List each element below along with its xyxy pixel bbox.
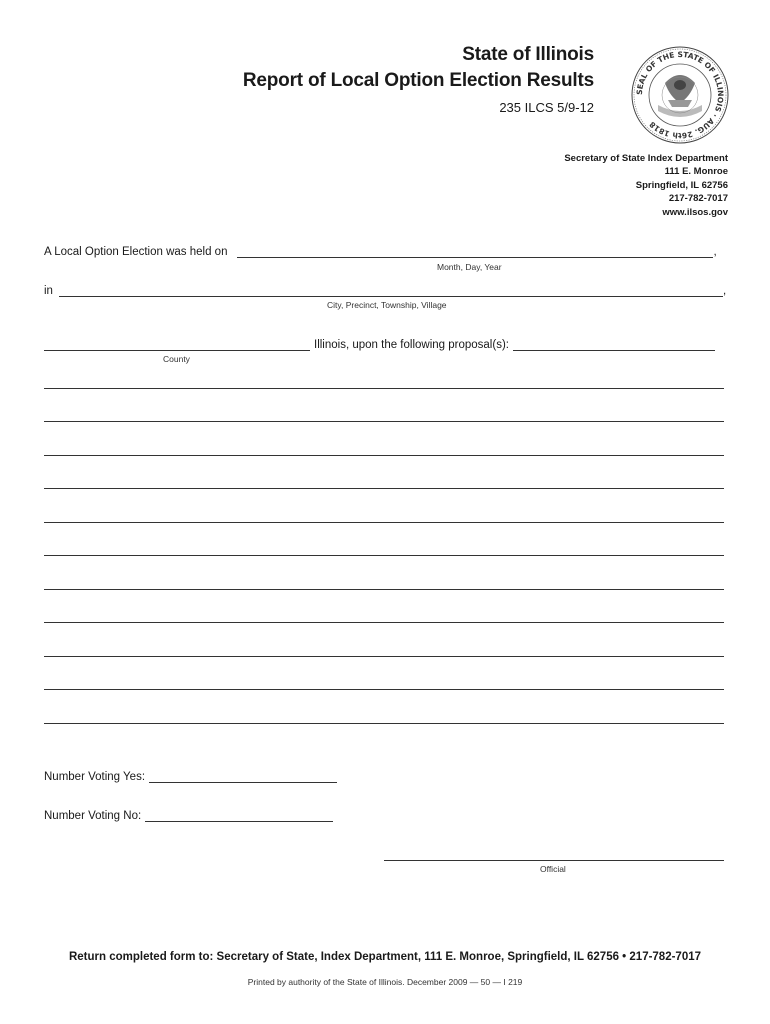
proposal-line[interactable]: [44, 723, 724, 724]
official-caption: Official: [540, 864, 566, 874]
location-field[interactable]: [59, 284, 723, 297]
form-title-line-1: State of Illinois: [462, 44, 594, 65]
election-date-row: [44, 245, 717, 258]
no-label: Number Voting No:: [44, 810, 142, 822]
proposal-line[interactable]: [44, 388, 724, 389]
yes-label: Number Voting Yes:: [44, 771, 146, 783]
comma: ,: [713, 246, 717, 258]
form-header: [243, 42, 594, 118]
county-field[interactable]: [44, 338, 310, 351]
printing-note: Printed by authority of the State of Illinois. December 2009 — 50 — I 219: [247, 977, 523, 987]
comma: ,: [722, 285, 727, 297]
county-caption: County: [163, 354, 190, 364]
return-instructions: Return completed form to: Secretary of State, Index Department, 111 E. Monroe, Springfield, IL 62756 • 217-782-7017: [68, 951, 702, 963]
illinois-label: Illinois, upon the following proposal(s):: [314, 339, 509, 351]
no-votes-row: [44, 809, 333, 822]
proposal-line[interactable]: [44, 589, 724, 590]
location-row: [44, 284, 726, 297]
official-signature-field[interactable]: [384, 860, 724, 861]
statute-reference: 235 ILCS 5/9-12: [499, 100, 594, 115]
return-address: [564, 152, 728, 219]
county-row: [44, 338, 715, 351]
proposal-line[interactable]: [44, 555, 724, 556]
held-on-label: A Local Option Election was held on: [44, 246, 228, 258]
seal-text: SEAL OF THE STATE OF ILLINOIS · AUG. 26th 1818: [634, 49, 726, 141]
proposal-line[interactable]: [44, 656, 724, 657]
yes-votes-field[interactable]: [149, 770, 337, 783]
place-caption: City, Precinct, Township, Village: [327, 300, 447, 310]
address-department: Secretary of State Index Department: [564, 153, 728, 164]
proposal-field-first[interactable]: [513, 338, 715, 351]
proposal-line[interactable]: [44, 622, 724, 623]
address-phone: 217-782-7017: [668, 193, 728, 205]
date-caption: Month, Day, Year: [437, 262, 502, 272]
proposal-line[interactable]: [44, 455, 724, 456]
no-votes-field[interactable]: [145, 809, 333, 822]
state-seal-icon: [630, 45, 730, 145]
proposal-line[interactable]: [44, 522, 724, 523]
yes-votes-row: [44, 770, 337, 783]
address-street: 111 E. Monroe: [664, 166, 728, 178]
proposal-line[interactable]: [44, 689, 724, 690]
proposal-line[interactable]: [44, 488, 724, 489]
election-date-field[interactable]: [237, 245, 713, 258]
address-website: www.ilsos.gov: [662, 206, 728, 218]
form-title-line-2: Report of Local Option Election Results: [242, 70, 594, 91]
proposal-line[interactable]: [44, 421, 724, 422]
address-city: Springfield, IL 62756: [635, 179, 728, 191]
in-label: in: [44, 285, 53, 297]
